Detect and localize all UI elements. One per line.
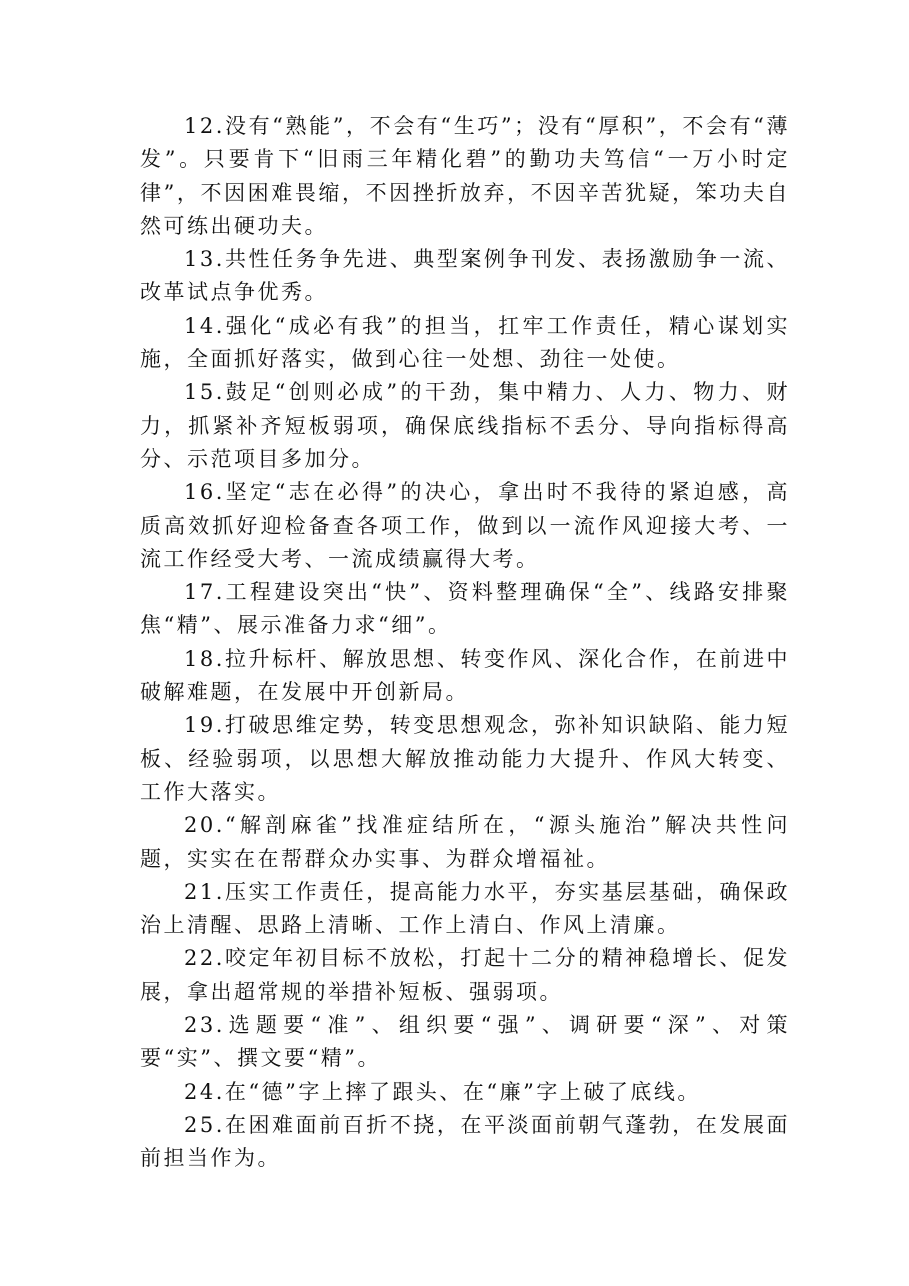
paragraph-25: 25.在困难面前百折不挠，在平淡面前朝气蓬勃，在发展面前担当作为。 bbox=[140, 1112, 790, 1171]
paragraph-21: 21.压实工作责任，提高能力水平，夯实基层基础，确保政治上清醒、思路上清晰、工作上清白、作风上清廉。 bbox=[140, 879, 790, 938]
paragraph-14: 14.强化“成必有我”的担当，扛牢工作责任，精心谋划实施，全面抓好落实，做到心往一处想、劲往一处使。 bbox=[140, 313, 790, 372]
paragraph-24: 24.在“德”字上摔了跟头、在“廉”字上破了底线。 bbox=[184, 1079, 701, 1104]
paragraph-18: 18.拉升标杆、解放思想、转变作风、深化合作，在前进中破解难题，在发展中开创新局。 bbox=[140, 646, 790, 705]
paragraph-15: 15.鼓足“创则必成”的干劲，集中精力、人力、物力、财力，抓紧补齐短板弱项，确保底线指标不丢分、导向指标得高分、示范项目多加分。 bbox=[140, 380, 790, 471]
paragraph-23: 23.选题要“准”、组织要“强”、调研要“深”、对策要“实”、撰文要“精”。 bbox=[140, 1013, 790, 1071]
paragraph-20: 20.“解剖麻雀”找准症结所在，“源头施治”解决共性问题，实实在在帮群众办实事、为群众增福祉。 bbox=[140, 813, 790, 871]
paragraph-13: 13.共性任务争先进、典型案例争刊发、表扬激励争一流、改革试点争优秀。 bbox=[140, 247, 790, 305]
document-body bbox=[140, 110, 790, 1176]
paragraph-17: 17.工程建设突出“快”、资料整理确保“全”、线路安排聚焦“精”、展示准备力求“细”。 bbox=[140, 580, 790, 638]
paragraph-19: 19.打破思维定势，转变思想观念，弥补知识缺陷、能力短板、经验弱项，以思想大解放推动能力大提升、作风大转变、工作大落实。 bbox=[140, 713, 790, 804]
paragraph-16: 16.坚定“志在必得”的决心，拿出时不我待的紧迫感，高质高效抓好迎检备查各项工作，做到以一流作风迎接大考、一流工作经受大考、一流成绩赢得大考。 bbox=[140, 480, 790, 571]
paragraph-22: 22.咬定年初目标不放松，打起十二分的精神稳增长、促发展，拿出超常规的举措补短板、强弱项。 bbox=[140, 946, 790, 1004]
paragraph-12: 12.没有“熟能”，不会有“生巧”；没有“厚积”，不会有“薄发”。只要肯下“旧雨三年精化碧”的勤功夫笃信“一万小时定律”，不因困难畏缩，不因挫折放弃，不因辛苦犹疑，笨功夫自然可练出硬功夫。 bbox=[140, 114, 790, 238]
